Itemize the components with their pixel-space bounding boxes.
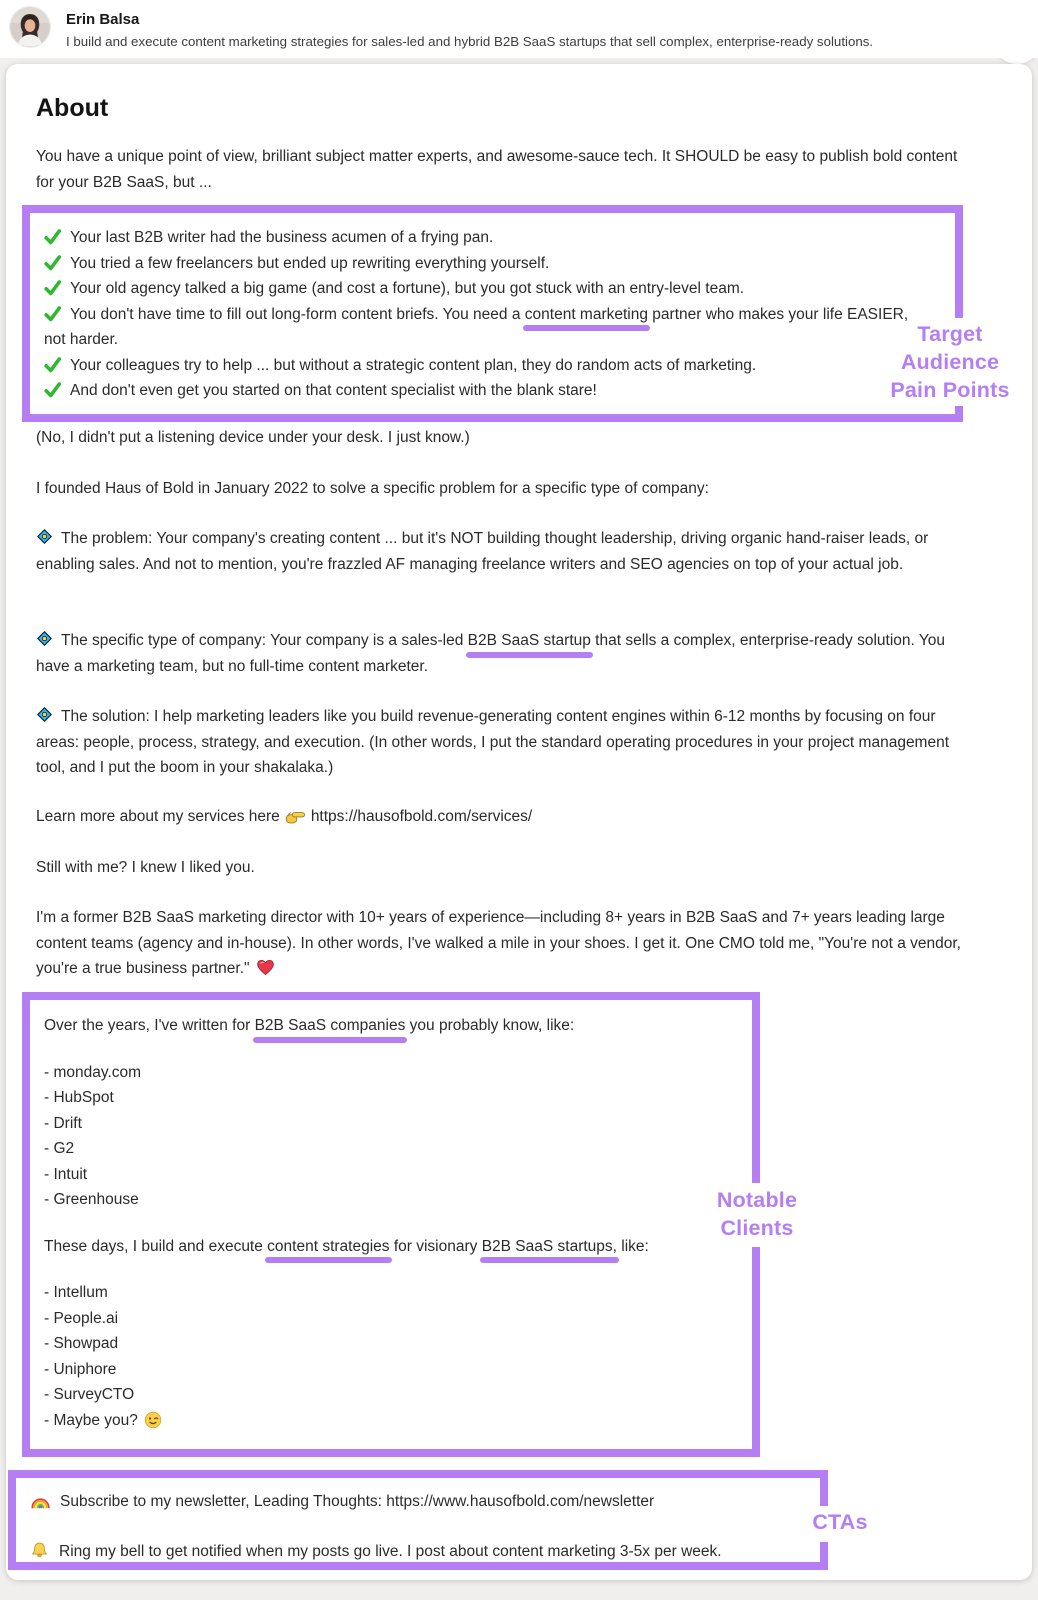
solution-text: The solution: I help marketing leaders like you build revenue-generating content engines within 6-12 months by focusing on four areas: people, process, strategy, and execution. (In other words, I put the standard operating procedures in your project management tool, and I put the boom in your shakalaka.)	[36, 708, 950, 776]
check-icon	[44, 356, 61, 373]
intro-text: for visionary	[389, 1237, 482, 1255]
annotation-notable-clients: Notable Clients	[716, 1188, 798, 1240]
check-icon	[44, 381, 61, 398]
ctas-box	[8, 1470, 828, 1570]
check-icon	[44, 279, 61, 296]
company-text: that sells a complex, enterprise-ready solution. You have a marketing team, but no full-time content marketer.	[36, 632, 945, 675]
client-list-item	[44, 1408, 738, 1434]
problem-paragraph	[36, 526, 966, 577]
profile-header	[0, 0, 1038, 58]
client-list-item: - monday.com	[44, 1063, 142, 1081]
pain-point-item	[44, 353, 911, 379]
check-icon	[44, 254, 61, 271]
bell-cta	[30, 1539, 806, 1565]
rainbow-icon	[30, 1490, 51, 1511]
pain-point-text: Your last B2B writer had the business acumen of a frying pan.	[70, 229, 494, 246]
avatar[interactable]	[10, 7, 50, 47]
intro-text: Over the years, I've written for	[44, 1017, 255, 1034]
aside-paragraph: (No, I didn't put a listening device under your desk. I just know.)	[36, 429, 470, 446]
red-heart-icon	[256, 958, 275, 977]
company-text: The specific type of company: Your company is a sales-led	[61, 632, 468, 649]
profile-name[interactable]: Erin Balsa	[66, 11, 140, 28]
notable-clients-box	[22, 992, 760, 1457]
client-list-item: - Intuit	[44, 1165, 88, 1183]
solution-paragraph	[36, 704, 966, 781]
bell-text: Ring my bell to get notified when my posts go live. I post about	[59, 1542, 493, 1560]
bell-icon	[30, 1541, 49, 1560]
intro-text: you probably know, like:	[405, 1017, 575, 1034]
current-clients-intro	[44, 1234, 738, 1260]
client-list-item: - G2	[44, 1140, 75, 1157]
newsletter-link[interactable]: https://www.hausofbold.com/newsletter	[386, 1493, 655, 1510]
about-card	[6, 64, 1032, 1580]
highlight-underline: content strategies	[267, 1234, 389, 1260]
pain-point-text: Your old agency talked a big game (and cost a fortune), but you got stuck with an entry-level team.	[70, 280, 745, 297]
problem-text: The problem: Your company's creating content ... but it's NOT building thought leadership, driving organic hand-raiser leads, or enabling sales. And not to mention, you're frazzled AF managing freelance writers and SEO agencies on top of your actual job.	[36, 530, 929, 573]
diamond-icon	[36, 528, 53, 545]
pain-point-item	[44, 225, 911, 251]
highlight-underline: content marketing	[525, 302, 648, 328]
pain-point-item	[44, 378, 911, 404]
check-icon	[44, 228, 61, 245]
pain-points-box	[22, 205, 963, 422]
client-list-item: - SurveyCTO	[44, 1386, 135, 1403]
still-paragraph: Still with me? I knew I liked you.	[36, 859, 255, 876]
services-link[interactable]: https://hausofbold.com/services/	[310, 808, 533, 825]
highlight-underline: B2B SaaS startup	[468, 628, 591, 654]
client-list-item: - Intellum	[44, 1284, 108, 1301]
pain-point-text: partner who makes your life EASIER, not harder.	[44, 305, 909, 348]
founded-paragraph: I founded Haus of Bold in January 2022 to solve a specific problem for a specific type of company:	[36, 480, 709, 497]
newsletter-text: Subscribe to my newsletter, Leading Thoughts:	[60, 1493, 387, 1510]
client-list-item: - Greenhouse	[44, 1191, 139, 1208]
annotation-target-audience-pain-points: Target Audience Pain Points	[890, 322, 1010, 402]
company-paragraph	[36, 628, 966, 679]
intro-text: like:	[616, 1237, 649, 1255]
client-text: - Maybe you?	[44, 1411, 138, 1429]
pain-point-text: You don't have time to fill out long-form content briefs. You need a	[70, 305, 525, 323]
pain-point-text: Your colleagues try to help ... but without a strategic content plan, they do random acts of marketing.	[70, 356, 757, 374]
pain-point-text: And don't even get you started on that content specialist with the blank stare!	[70, 382, 597, 399]
client-list-item: - HubSpot	[44, 1089, 114, 1106]
client-list-item: - Drift	[44, 1114, 82, 1132]
point-right-icon	[285, 805, 306, 826]
check-icon	[44, 305, 61, 322]
newsletter-cta	[30, 1489, 806, 1515]
about-title: About	[36, 94, 109, 122]
pain-point-item	[44, 251, 911, 277]
highlight-underline: content marketing	[492, 1539, 615, 1565]
highlight-underline: B2B SaaS startups,	[482, 1234, 617, 1260]
services-text: Learn more about my services here	[36, 808, 280, 825]
pain-point-text: You tried a few freelancers but ended up rewriting everything yourself.	[70, 254, 550, 272]
bell-text: 3-5x per week.	[615, 1542, 722, 1560]
client-list-item: - People.ai	[44, 1309, 119, 1327]
highlight-underline: B2B SaaS companies	[255, 1013, 406, 1039]
past-clients-intro	[44, 1013, 738, 1039]
winking-face-icon	[144, 1411, 162, 1429]
experience-text: I'm a former B2B SaaS marketing director with 10+ years of experience—including 8+ years in B2B SaaS and 7+ years leading large content teams (agency and in-house). In other words, I've walked a mile in your shoes. I get it. One CMO told me, "You're not a vendor, you're a true business partner."	[36, 909, 961, 977]
client-list-item: - Uniphore	[44, 1360, 117, 1378]
services-paragraph	[36, 804, 966, 830]
intro-paragraph: You have a unique point of view, brilliant subject matter experts, and awesome-sauce tech. It SHOULD be easy to publish bold content for your B2B SaaS, but ...	[36, 148, 958, 191]
experience-paragraph	[36, 905, 966, 982]
pain-point-item	[44, 302, 911, 353]
diamond-icon	[36, 706, 53, 723]
annotation-ctas: CTAs	[812, 1510, 868, 1534]
diamond-icon	[36, 630, 53, 647]
intro-text: These days, I build and execute	[44, 1237, 268, 1255]
pain-point-item	[44, 276, 911, 302]
client-list-item: - Showpad	[44, 1335, 119, 1352]
profile-tagline: I build and execute content marketing strategies for sales-led and hybrid B2B SaaS startups that sell complex, enterprise-ready solutions.	[66, 34, 874, 49]
